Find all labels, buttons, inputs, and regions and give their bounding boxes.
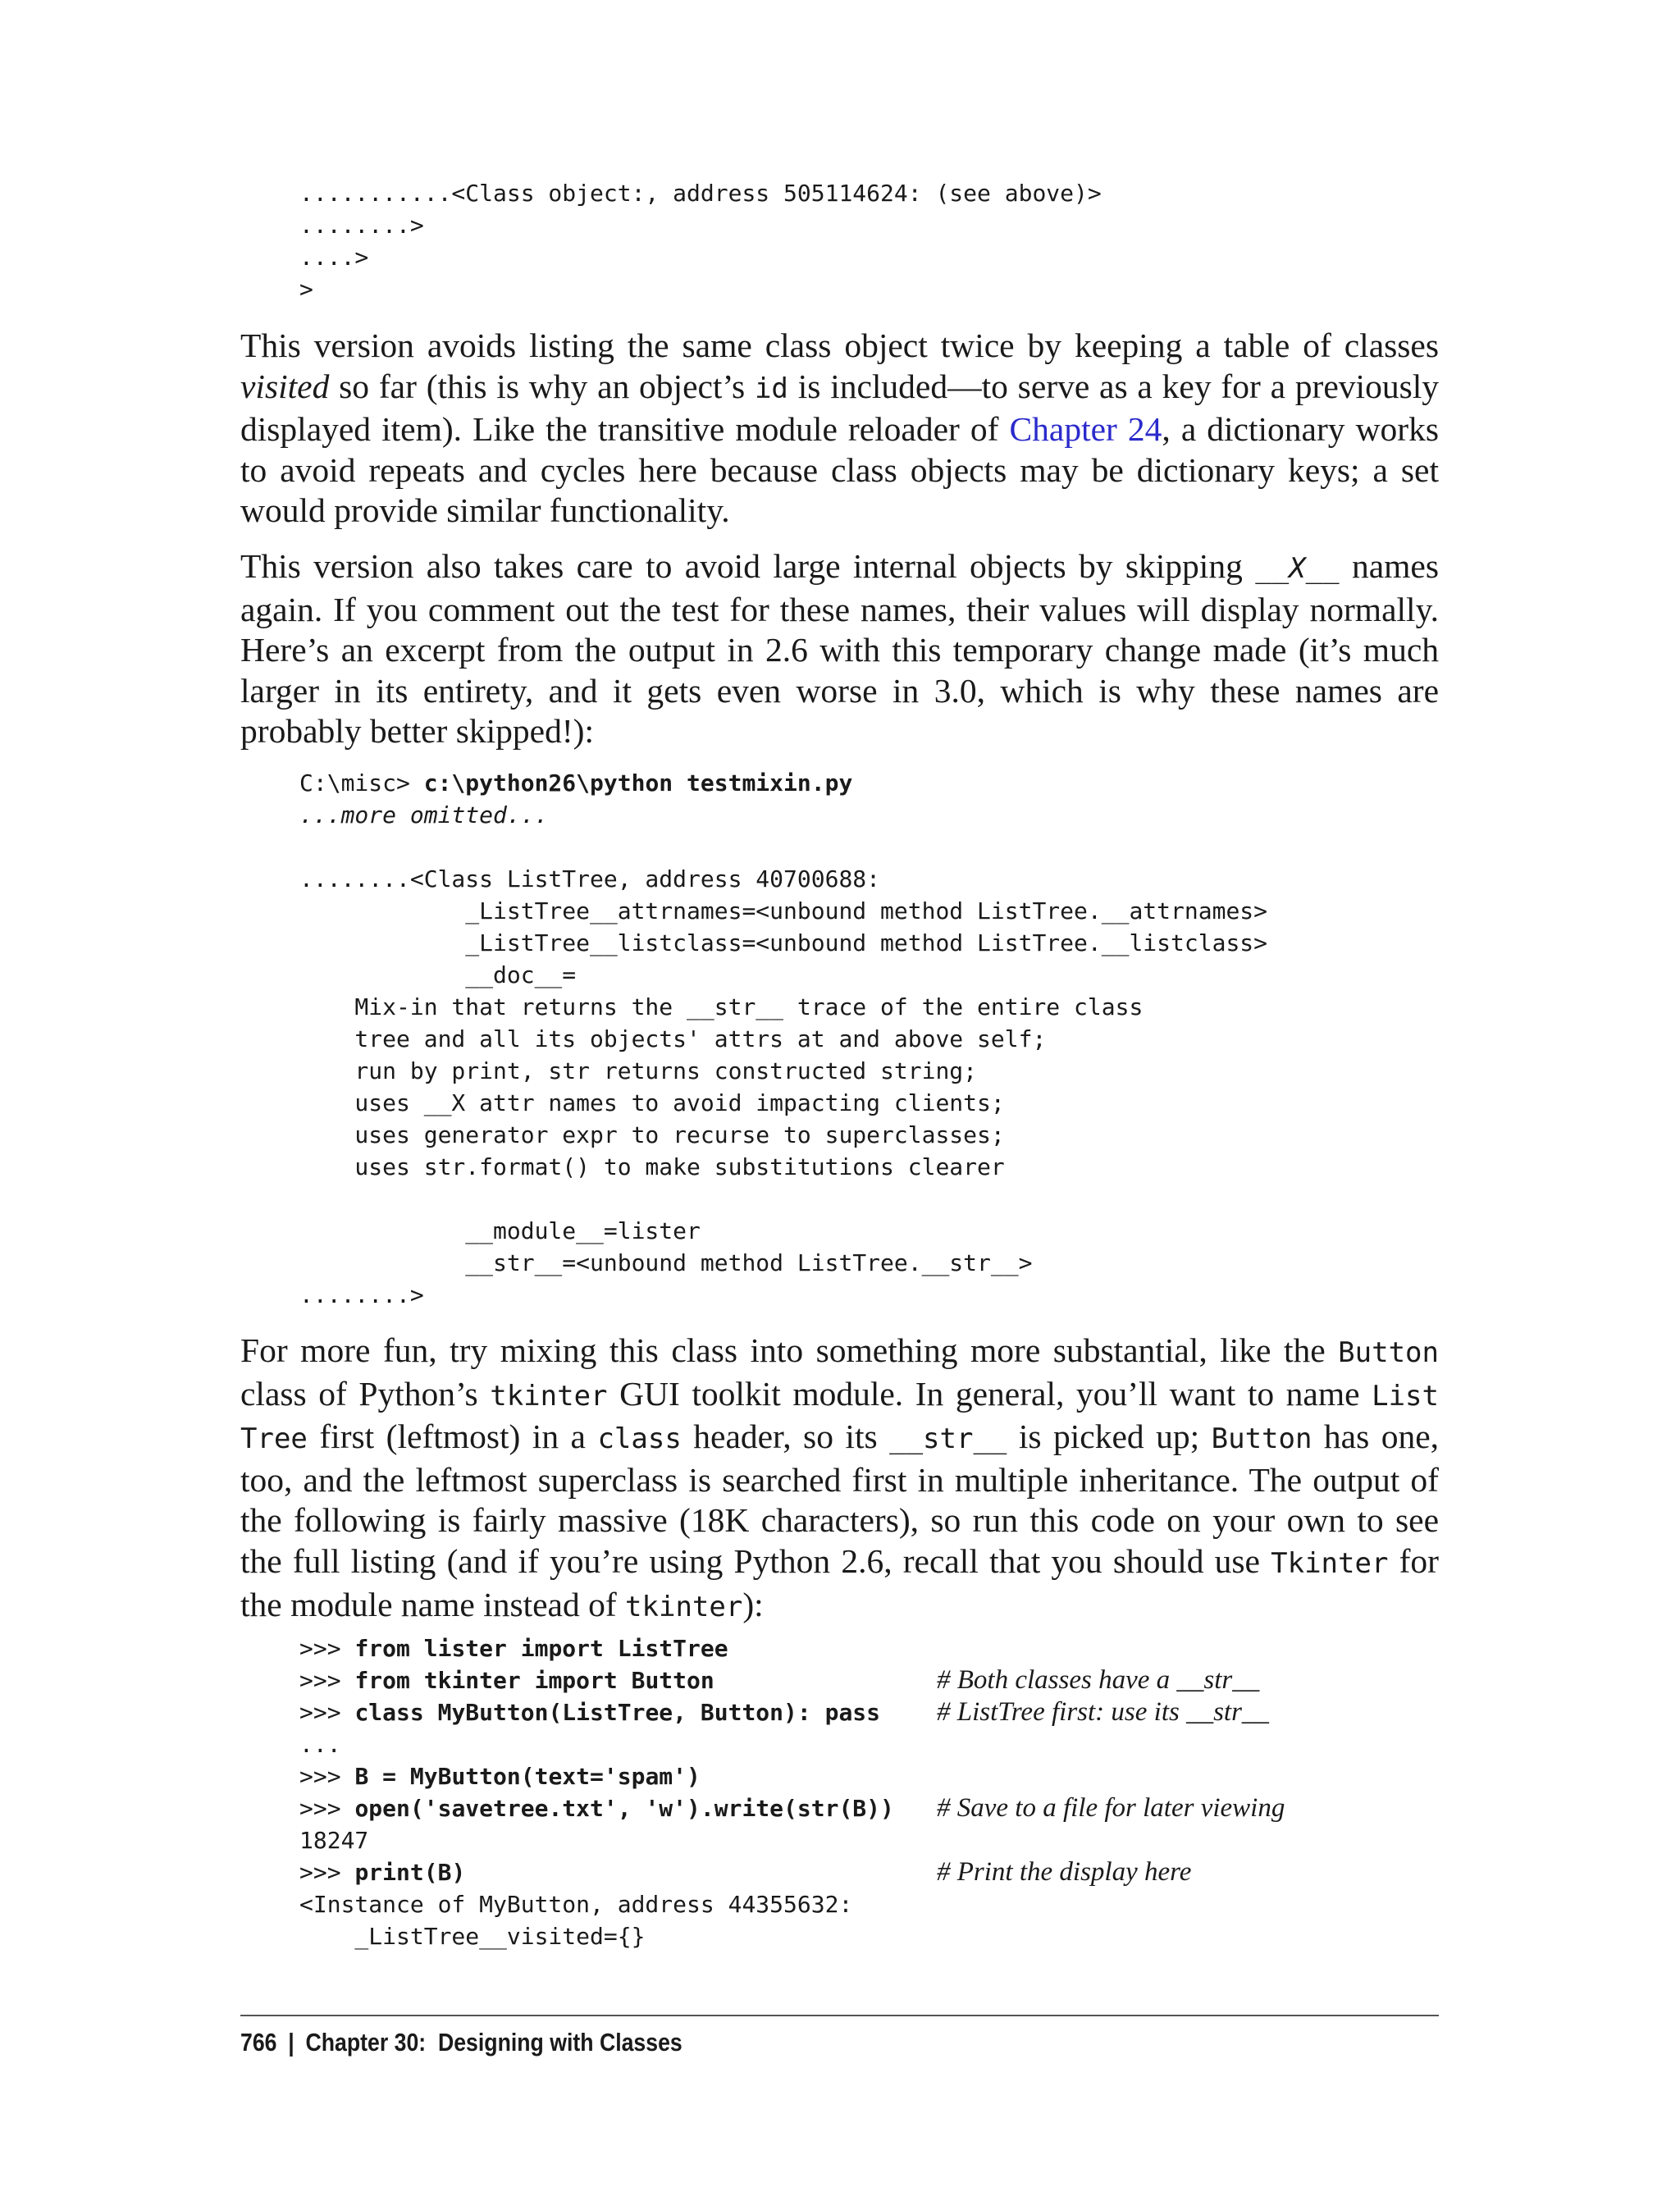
code-line: ...more omitted...	[299, 801, 549, 829]
code-line: >	[299, 276, 313, 303]
inline-code: tkinter	[625, 1590, 743, 1623]
paragraph-skip-internal-names: This version also takes care to avoid large internal objects by skipping __X__ names again. If you comment out the test for these names, their values will display normally. Here’s an excerpt from the output in 2.6 with this temporary change made (it’s much larger in its entirety, and it gets even worse in 3.0, which is why these names are probably better skipped!):	[240, 547, 1440, 751]
code-block-top	[299, 177, 1102, 305]
footer-rule	[240, 2015, 1439, 2016]
inline-code: Button	[1211, 1422, 1312, 1456]
code-line: >>> print(B) # Print the display here	[299, 1857, 1192, 1887]
code-line	[299, 831, 1267, 863]
code-line: >>> open('savetree.txt', 'w').write(str(B)) # Save to a file for later viewing	[299, 1793, 1285, 1823]
code-line: tree and all its objects' attrs at and above self;	[299, 1025, 1047, 1052]
code-line: __module__=lister	[299, 1217, 701, 1244]
code-line: run by print, str returns constructed string;	[299, 1057, 978, 1084]
code-comment: # ListTree first: use its __str__	[937, 1697, 1269, 1727]
footer-separator: |	[288, 2028, 294, 2057]
code-line: _ListTree__visited={}	[299, 1923, 646, 1950]
code-line: >>> B = MyButton(text='spam')	[299, 1763, 701, 1790]
code-comment: # Print the display here	[937, 1857, 1192, 1887]
code-line: >>> class MyButton(ListTree, Button): pass # ListTree first: use its __str__	[299, 1697, 1269, 1727]
inline-code: Tkinter	[1271, 1546, 1389, 1580]
command-text: c:\python26\python testmixin.py	[423, 769, 853, 797]
page-number: 766	[240, 2028, 277, 2057]
code-line: __str__=<unbound method ListTree.__str__>	[299, 1249, 1033, 1276]
code-block-interactive-session	[299, 1632, 1285, 1952]
code-line: _ListTree__listclass=<unbound method ListTree.__listclass>	[299, 929, 1268, 956]
code-block-output-excerpt	[299, 767, 1267, 1311]
code-line: Mix-in that returns the __str__ trace of the entire class	[299, 993, 1144, 1020]
code-comment: # Save to a file for later viewing	[937, 1793, 1285, 1823]
paragraph-button-mixin: For more fun, try mixing this class into something more substantial, like the Button class of Python’s tkinter GUI toolkit module. In general, you’ll want to name List Tree first (leftmost) in a class header, so its __str__ is picked up; Button has one, too, and the leftmost superclass is searched first in multiple inheritance. The output of the following is fairly massive (18K characters), so run this code on your own to see the full listing (and if you’re using Python 2.6, recall that you should use Tkinter for the module name instead of tkinter):	[240, 1331, 1440, 1623]
code-line	[299, 1183, 1267, 1215]
code-line: >>> from tkinter import Button # Both classes have a __str__	[299, 1665, 1260, 1695]
chapter-title: Chapter 30: Designing with Classes	[305, 2028, 682, 2057]
inline-code: class	[597, 1422, 682, 1456]
chapter-24-link[interactable]: Chapter 24	[1009, 410, 1162, 449]
code-line: ........<Class ListTree, address 40700688:	[299, 865, 881, 892]
code-line: 18247	[299, 1827, 369, 1854]
code-line: ...	[299, 1731, 341, 1758]
code-line: __doc__=	[299, 961, 577, 988]
page-footer	[240, 2026, 682, 2059]
code-line: ........>	[299, 212, 424, 239]
code-line: C:\misc> c:\python26\python testmixin.py	[299, 769, 853, 797]
inline-code: Button	[1338, 1336, 1439, 1369]
code-line: _ListTree__attrnames=<unbound method ListTree.__attrnames>	[299, 897, 1268, 924]
code-comment: # Both classes have a __str__	[937, 1665, 1260, 1695]
inline-code: List Tree	[240, 1379, 1439, 1456]
code-line: uses str.format() to make substitutions clearer	[299, 1153, 1005, 1180]
paragraph-visited-table: This version avoids listing the same class object twice by keeping a table of classes visited so far (this is why an object’s id is included—to serve as a key for a previously displayed item). Like the transitive module reloader of Chapter 24, a dictionary works to avoid repeats and cycles here because class objects may be dictionary keys; a set would provide similar functionality.	[240, 326, 1440, 530]
code-line: ....>	[299, 244, 369, 271]
code-line: ...........<Class object:, address 505114624: (see above)>	[299, 180, 1102, 207]
code-line: uses __X attr names to avoid impacting clients;	[299, 1089, 1005, 1116]
code-line: ........>	[299, 1281, 424, 1308]
code-line: >>> from lister import ListTree	[299, 1635, 728, 1662]
emphasis-visited: visited	[240, 367, 330, 405]
code-line: <Instance of MyButton, address 44355632:	[299, 1891, 853, 1918]
inline-code-id: id	[754, 372, 788, 405]
inline-code: tkinter	[490, 1379, 608, 1413]
code-line: uses generator expr to recurse to superclasses;	[299, 1121, 1005, 1148]
inline-code: __str__	[889, 1422, 1007, 1456]
inline-code-x-names: __X__	[1255, 552, 1340, 585]
